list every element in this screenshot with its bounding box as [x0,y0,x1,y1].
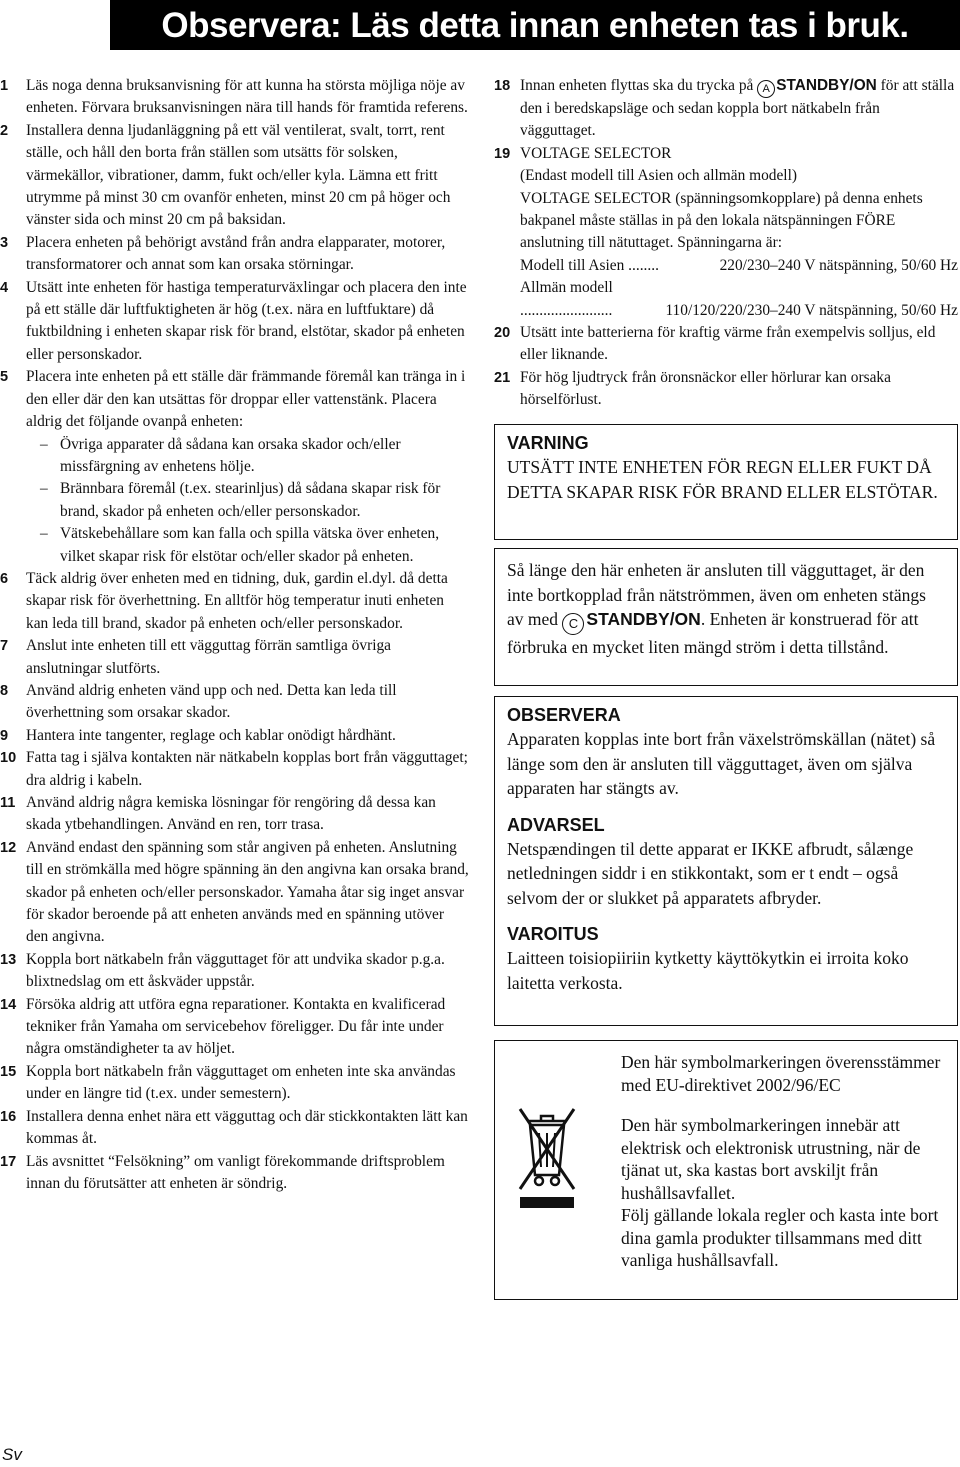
item-text: Koppla bort nätkabeln från vägguttaget för att undvika skador p.g.a. blixtnedslag om ett åskväder uppstår. [26,950,445,991]
item-text: För hög ljudtryck från öronsnäckor eller hörlurar kan orsaka hörselförlust. [520,368,891,409]
dash-bullet: – [40,525,48,543]
item-number: 9 [0,727,9,744]
standby-notice-text-part: Så länge den här enheten är ansluten till vägguttaget, är den inte bortkopplad från nätströmmen, även om enheten stängs av med [507,560,926,629]
item-number: 1 [0,78,9,94]
item-number: 4 [0,279,9,296]
sub-item [26,523,470,568]
warning-heading: VARNING [507,433,589,453]
voltage-label: Allmän modell [520,279,613,297]
sub-item [26,478,470,523]
weee-text [621,1051,951,1272]
list-item [0,366,470,568]
item-number: 11 [0,795,16,811]
sub-item-text: Brännbara föremål (t.ex. stearinljus) då sådana skapar risk för brand, skador på enheten och/eller personskador. [60,480,441,520]
observera-heading: OBSERVERA [507,705,621,725]
item-number: 20 [494,325,511,342]
crossed-bin-icon [517,1103,577,1209]
item-number: 13 [0,951,17,968]
voltage-value: 220/230–240 V nätspänning, 50/60 Hz [719,256,958,274]
voltage-models-note: (Endast modell till Asien och allmän modell) [520,167,797,185]
item-text: Utsätt inte batterierna för kraftig värme från exempelvis solljus, eld eller liknande. [520,324,936,364]
list-item [0,837,470,949]
item-text: Läs avsnittet “Felsökning” om vanligt förekommande driftsproblem innan du förutsätter att enheten är söndrig. [26,1152,445,1192]
dash-bullet: – [40,435,48,453]
list-item [0,1151,470,1196]
item-text: Täck aldrig över enheten med en tidning, duk, gardin el.dyl. då detta skapar risk för överhettning. En alltför hög temperatur inuti enheten kan leda till brand, skador på enheten och/eller personskador. [26,569,448,632]
voltage-dots: ........................ [520,301,613,319]
list-item [0,568,470,635]
item-text: Anslut inte enheten till ett vägguttag förrän samtliga övriga anslutningar slutförts. [26,637,392,677]
weee-box [494,1040,958,1300]
list-item [0,949,470,994]
item-number: 12 [0,839,17,856]
item-number: 2 [0,122,9,139]
item-text: Använd endast den spänning som står angiven på enheten. Anslutning till en strömkälla med högre spänning än den angivna kan orsaka brand, skador på enheten och/eller personskador. Yamaha åtar sig inget ansvar för skador beroende på att enheten används med en spänning utöver den angivna. [26,838,469,946]
item-text: Läs noga denna bruksanvisning för att kunna ha största möjliga nöje av enheten. Förvara bruksanvisningen nära till hands för framtida referens. [26,77,468,117]
item-text: Fatta tag i själva kontakten när nätkabeln kopplas bort från vägguttaget; dra aldrig i kabeln. [26,749,468,789]
weee-paragraph: Följ gällande lokala regler och kasta inte bort dina gamla produkter tillsammans med ditt vanliga hushållsavfall. [621,1205,939,1270]
list-item [0,725,470,747]
left-column [0,75,470,1195]
list-item [494,143,958,322]
item-text: Hantera inte tangenter, reglage och kablar onödigt hårdhänt. [26,726,396,744]
voltage-row-general [520,300,958,322]
item-text: Använd aldrig några kemiska lösningar för rengöring då dessa kan skada ytbehandlingen. Använd en ren, torr trasa. [26,794,436,834]
list-item [494,75,958,143]
item-text: Placera inte enheten på ett ställe där främmande föremål kan tränga in i den eller där den kan utsättas för droppar eller vattenstänk. Placera aldrig det följande ovanpå enheten: [26,368,466,431]
voltage-heading: VOLTAGE SELECTOR [520,144,672,162]
item-text: Installera denna enhet nära ett vägguttag och där stickkontakten lätt kan kommas åt. [26,1107,468,1148]
varoitus-text: Laitteen toisiopiiriin kytketty käyttökytkin ei irroita koko laitetta verkosta. [507,948,909,993]
list-item [494,367,958,412]
advarsel-text: Netspændingen til dette apparat er IKKE afbrudt, sålænge netledningen siddr i en stikkontakt, som er t endt – også selvom der or slukket på apparatets afbryder. [507,838,914,908]
page-title: Observera: Läs detta innan enheten tas i bruk. [110,0,960,50]
warning-box [494,424,958,540]
item-number: 18 [494,78,511,94]
varoitus-heading: VAROITUS [507,924,599,944]
observera-text: Apparaten kopplas inte bort från växelströmskällan (nätet) så länge som den är ansluten till vägguttaget, även om själva apparaten har stängts av. [507,729,936,798]
item-number: 6 [0,570,9,587]
list-item [0,232,470,277]
dash-bullet: – [40,480,48,498]
list-item [0,680,470,725]
page-language-marker: Sv [2,1445,22,1464]
item-text: Innan enheten flyttas ska du trycka på [520,77,758,94]
sub-item-text: Vätskebehållare som kan falla och spilla vätska över enheten, vilket skapar risk för elstötar och/eller skador på enheten. [60,525,440,565]
list-item [0,792,470,837]
weee-paragraph: Den här symbolmarkeringen överensstämmer med EU-direktivet 2002/96/EC [621,1052,941,1095]
standby-symbol-icon: A [757,80,775,98]
voltage-row-asia [520,255,958,277]
weee-paragraph: Den här symbolmarkeringen innebär att elektrisk och elektronisk utrustning, när de tjänat ut, ska kastas bort avskiljt från hushållsavfallet. [621,1115,921,1203]
item-number: 7 [0,638,9,655]
list-item [0,994,470,1061]
item-text: Utsätt inte enheten för hastiga temperaturväxlingar och placera den inte på ett ställe där luftfuktigheten är hög (t.ex. nära en luftfuktare) då fuktbildning i enheten skapar risk för brand, elstötar, skador på enheten eller personskador. [26,278,467,363]
voltage-description: VOLTAGE SELECTOR (spänningsomkopplare) på denna enhets bakpanel måste ställas in på den lokala nätspänningen FÖRE anslutning till nätuttaget. Spänningarna är: [520,189,923,252]
item-number: 10 [0,750,17,767]
standby-notice-box [494,548,958,686]
voltage-label: Modell till Asien ........ [520,256,659,274]
list-item [0,635,470,680]
item-text: Koppla bort nätkabeln från vägguttaget om enheten inte ska användas under en längre tid (t.ex. under semestern). [26,1062,456,1103]
standby-button-label: STANDBY/ON [776,77,877,94]
standby-notice-text-part: . Enheten är konstruerad för att förbruka en mycket liten mängd ström i detta tillstånd. [507,609,919,657]
item-text: Installera denna ljudanläggning på ett väl ventilerat, svalt, torrt, rent ställe, och håll den borta från ställen som utsätts för solsken, värmekällor, vibrationer, damm, fukt och/eller kyla. Lämna ett fritt utrymme på minst 30 cm ovanför enheten, minst 20 cm på höger och vänster sida och minst 20 cm på baksidan. [26,121,451,229]
item-text: Försöka aldrig att utföra egna reparationer. Kontakta en kvalificerad tekniker från Yamaha om servicebehov föreligger. Du får inte under några omständigheter ta av höljet. [26,995,446,1058]
list-item [0,1061,470,1106]
item-number: 8 [0,682,9,699]
advarsel-heading: ADVARSEL [507,814,605,835]
list-item [494,322,958,367]
item-number: 16 [0,1108,17,1125]
item-number: 21 [494,369,511,386]
list-item [0,75,470,120]
item-number: 3 [0,234,9,251]
item-number: 15 [0,1063,17,1080]
item-number: 5 [0,369,9,386]
list-item [0,747,470,792]
standby-button-label: STANDBY/ON [586,609,701,629]
warning-text: UTSÄTT INTE ENHETEN FÖR REGN ELLER FUKT DÅ DETTA SKAPAR RISK FÖR BRAND ELLER ELSTÖTAR. [507,457,938,502]
list-item [0,1106,470,1151]
right-column [494,75,958,412]
standby-symbol-icon: C [562,613,584,635]
item-number: 19 [494,145,511,162]
voltage-value: 110/120/220/230–240 V nätspänning, 50/60 Hz [665,301,958,319]
item-number: 14 [0,996,17,1013]
sub-item [26,434,470,479]
item-text: Placera enheten på behörigt avstånd från andra elapparater, motorer, transformatorer och annat som kan orsaka störningar. [26,233,446,274]
item-text: Använd aldrig enheten vänd upp och ned. Detta kan leda till överhettning som orsakar skador. [26,681,397,722]
caution-languages-box [494,696,958,1026]
standby-notice-text [507,558,945,660]
list-item [0,277,470,367]
item-text: för att ställa den i beredskapsläge och sedan koppla bort nätkabeln från vägguttaget. [520,77,955,140]
item-number: 17 [0,1153,17,1170]
sub-item-text: Övriga apparater då sådana kan orsaka skador och/eller missfärgning av enhetens hölje. [60,435,401,475]
list-item [0,120,470,232]
